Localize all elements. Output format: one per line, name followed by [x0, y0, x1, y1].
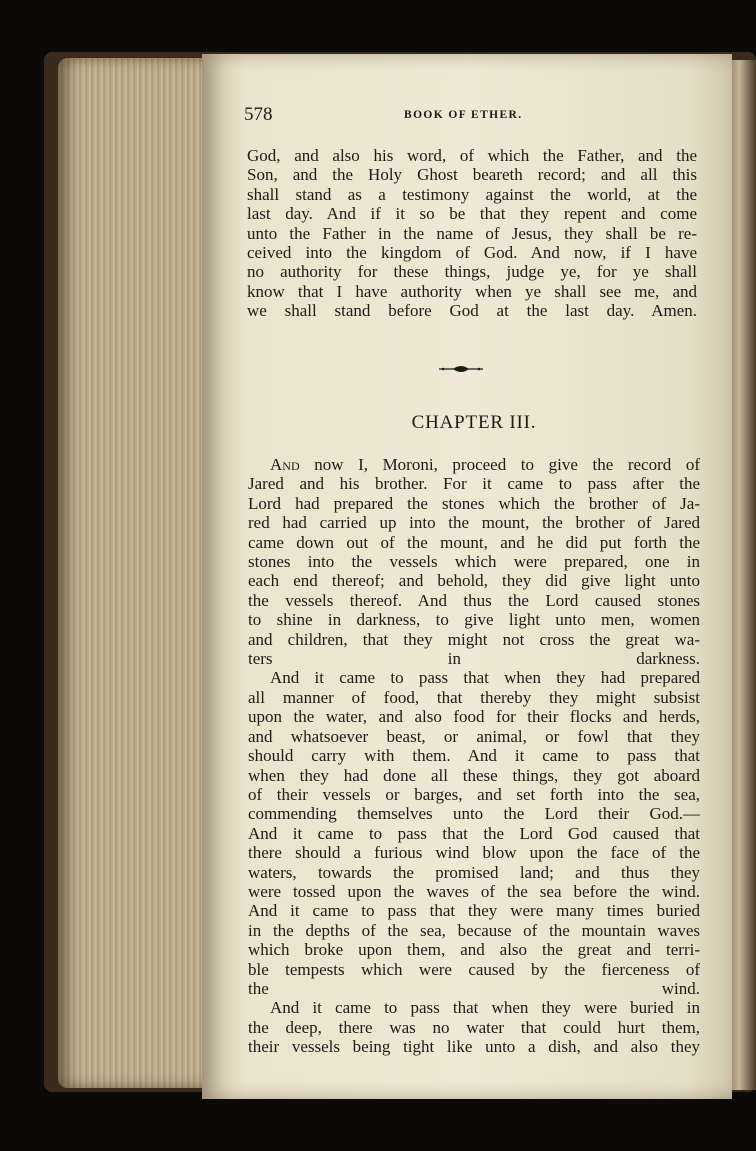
- text-line: ble tempests which were caused by the fierceness of: [248, 959, 700, 979]
- text-line: shall stand as a testimony against the world, at the: [247, 184, 697, 204]
- text-line: of their vessels or barges, and set forth into the sea,: [248, 784, 700, 804]
- section-divider-ornament: [437, 363, 485, 375]
- text-line: and whatsoever beast, or animal, or fowl that they: [248, 726, 700, 746]
- text-line: the wind.: [248, 978, 700, 998]
- text-line: upon the water, and also food for their flocks and herds,: [248, 707, 700, 727]
- text-line: Jared and his brother. For it came to pass after the: [248, 474, 700, 494]
- text-line: last day. And if it so be that they repent and come: [247, 204, 697, 224]
- page-edges-left: [58, 58, 208, 1088]
- text-line: And it came to pass that they were many times buried: [248, 901, 700, 921]
- text-line: ceived into the kingdom of God. And now, if I have: [247, 243, 697, 263]
- text-line: each end thereof; and behold, they did give light unto: [248, 571, 700, 591]
- first-line-text: now I, Moroni, proceed to give the record of: [299, 455, 700, 474]
- text-line: there should a furious wind blow upon the face of the: [248, 843, 700, 863]
- text-line: Lord had prepared the stones which the brother of Ja-: [248, 493, 700, 513]
- text-line: And it came to pass that when they were buried in: [270, 998, 700, 1018]
- text-line: the vessels thereof. And thus the Lord caused stones: [248, 590, 700, 610]
- page-number: 578: [244, 104, 273, 125]
- text-line: And it came to pass that when they had prepared: [270, 668, 700, 688]
- text-line: Son, and the Holy Ghost beareth record; and all this: [247, 165, 697, 185]
- first-line: [248, 455, 700, 474]
- text-line: unto the Father in the name of Jesus, they shall be re-: [247, 223, 697, 243]
- text-line: should carry with them. And it came to pass that: [248, 746, 700, 766]
- chapter-title: CHAPTER III.: [411, 412, 537, 433]
- page-edges-right: [728, 60, 756, 1090]
- text-line: and children, that they might not cross the great wa-: [248, 629, 700, 649]
- text-line: commending themselves unto the Lord their God.—: [248, 804, 700, 824]
- text-line: stones into the vessels which were prepared, one in: [248, 552, 700, 572]
- closing-paragraph: [247, 146, 697, 321]
- running-head: BOOK OF ETHER.: [404, 109, 523, 121]
- text-line: God, and also his word, of which the Father, and the: [247, 146, 697, 165]
- text-line: red had carried up into the mount, the brother of Jared: [248, 513, 700, 533]
- text-line: the deep, there was no water that could hurt them,: [248, 1017, 700, 1037]
- opening-word: And: [270, 455, 300, 474]
- text-line: And it came to pass that the Lord God caused that: [248, 823, 700, 843]
- text-line: their vessels being tight like unto a dish, and also they: [248, 1037, 700, 1057]
- text-line: know that I have authority when ye shall see me, and: [247, 281, 697, 301]
- text-line: waters, towards the promised land; and thus they: [248, 862, 700, 882]
- chapter-body: [248, 455, 700, 1057]
- page-header: [244, 104, 704, 130]
- text-line: which broke upon them, and also the great and terri-: [248, 940, 700, 960]
- text-line: were tossed upon the waves of the sea before the wind.: [248, 881, 700, 901]
- text-line: came down out of the mount, and he did put forth the: [248, 532, 700, 552]
- text-line: when they had done all these things, they got aboard: [248, 765, 700, 785]
- text-line: all manner of food, that thereby they might subsist: [248, 687, 700, 707]
- text-line: we shall stand before God at the last day. Amen.: [247, 301, 697, 321]
- text-line: ters in darkness.: [248, 649, 700, 669]
- text-line: to shine in darkness, to give light unto men, women: [248, 610, 700, 630]
- text-line: no authority for these things, judge ye, for ye shall: [247, 262, 697, 282]
- text-line: in the depths of the sea, because of the mountain waves: [248, 920, 700, 940]
